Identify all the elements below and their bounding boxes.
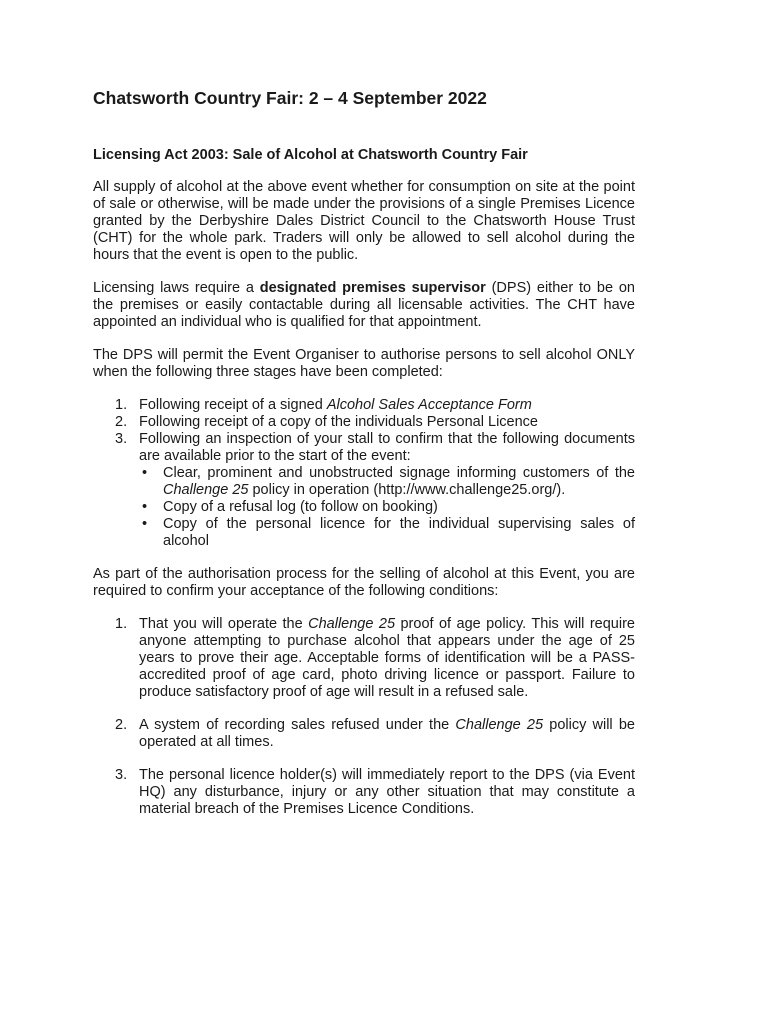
list-item [93, 414, 635, 431]
bullet-italic: Challenge 25 [163, 482, 249, 498]
list-text: Following an inspection of your stall to confirm that the following documents are available prior to the start of the event: [139, 431, 635, 464]
list-italic: Challenge 25 [455, 717, 544, 733]
dps-text-after: (DPS) either to be on the premises or easily contactable during all licensable activities. The CHT have appointed an individual who is qualified for that appointment. [93, 280, 635, 330]
list-text: Following receipt of a copy of the individuals Personal Licence [139, 414, 538, 430]
list-item [93, 717, 635, 751]
list-text: That you will operate the [139, 616, 309, 632]
conditions-intro-paragraph: As part of the authorisation process for the selling of alcohol at this Event, you are required to confirm your acceptance of the following conditions: [93, 566, 635, 599]
list-number: 3. [115, 431, 128, 447]
section-heading: Licensing Act 2003: Sale of Alcohol at Chatsworth Country Fair [93, 147, 528, 163]
dps-text-before: Licensing laws require a [93, 280, 260, 296]
list-text: The personal licence holder(s) will immediately report to the DPS (via Event HQ) any disturbance, injury or any other situation that may constitute a material breach of the Premises Licence Conditions. [139, 767, 635, 817]
bullet-item [139, 465, 635, 499]
list-text: A system of recording sales refused under the [139, 717, 456, 733]
list-italic: Alcohol Sales Acceptance Form [326, 397, 532, 413]
stages-intro-paragraph: The DPS will permit the Event Organiser to authorise persons to sell alcohol ONLY when the following three stages have been completed: [93, 347, 635, 380]
list-item [93, 616, 635, 701]
documents-bullet-list [139, 465, 635, 550]
list-italic: Challenge 25 [308, 616, 396, 632]
intro-paragraph: All supply of alcohol at the above event whether for consumption on site at the point of sale or otherwise, will be made under the provisions of a single Premises Licence granted by the Derbyshire Dales District Council to the Chatsworth House Trust (CHT) for the whole park. Traders will only be allowed to sell alcohol during the hours that the event is open to the public. [93, 179, 635, 263]
list-text-after: proof of age policy. This will require anyone attempting to purchase alcohol that appears under the age of 25 years to prove their age. Acceptable forms of identification will be a PASS-accredited proof of age card, photo driving licence or passport. Failure to produce satisfactory proof of age will result in a refused sale. [139, 616, 635, 700]
bullet-icon: • [142, 516, 148, 532]
list-number: 2. [115, 414, 128, 430]
bullet-text: Copy of a refusal log (to follow on booking) [163, 499, 438, 515]
bullet-item [139, 516, 635, 550]
list-number: 1. [115, 397, 128, 413]
document-page [93, 86, 635, 834]
list-text: Following receipt of a signed [139, 397, 327, 413]
list-item [93, 767, 635, 818]
list-text-after: policy will be operated at all times. [139, 717, 635, 750]
bullet-icon: • [142, 499, 148, 515]
bullet-text: Clear, prominent and unobstructed signage informing customers of the [163, 465, 635, 481]
list-item [93, 431, 635, 550]
bullet-text: Copy of the personal licence for the individual supervising sales of alcohol [163, 516, 635, 549]
bullet-text-after: policy in operation (http://www.challenge25.org/). [248, 482, 566, 498]
dps-bold-term: designated premises supervisor [259, 280, 486, 296]
list-item [93, 397, 635, 414]
conditions-list [93, 616, 635, 818]
list-number: 2. [115, 717, 128, 733]
bullet-icon: • [142, 465, 148, 481]
list-number: 1. [115, 616, 128, 632]
bullet-item [139, 499, 635, 516]
list-number: 3. [115, 767, 128, 783]
dps-paragraph [93, 280, 635, 331]
page-title: Chatsworth Country Fair: 2 – 4 September 2022 [93, 88, 487, 108]
stages-list [93, 397, 635, 550]
